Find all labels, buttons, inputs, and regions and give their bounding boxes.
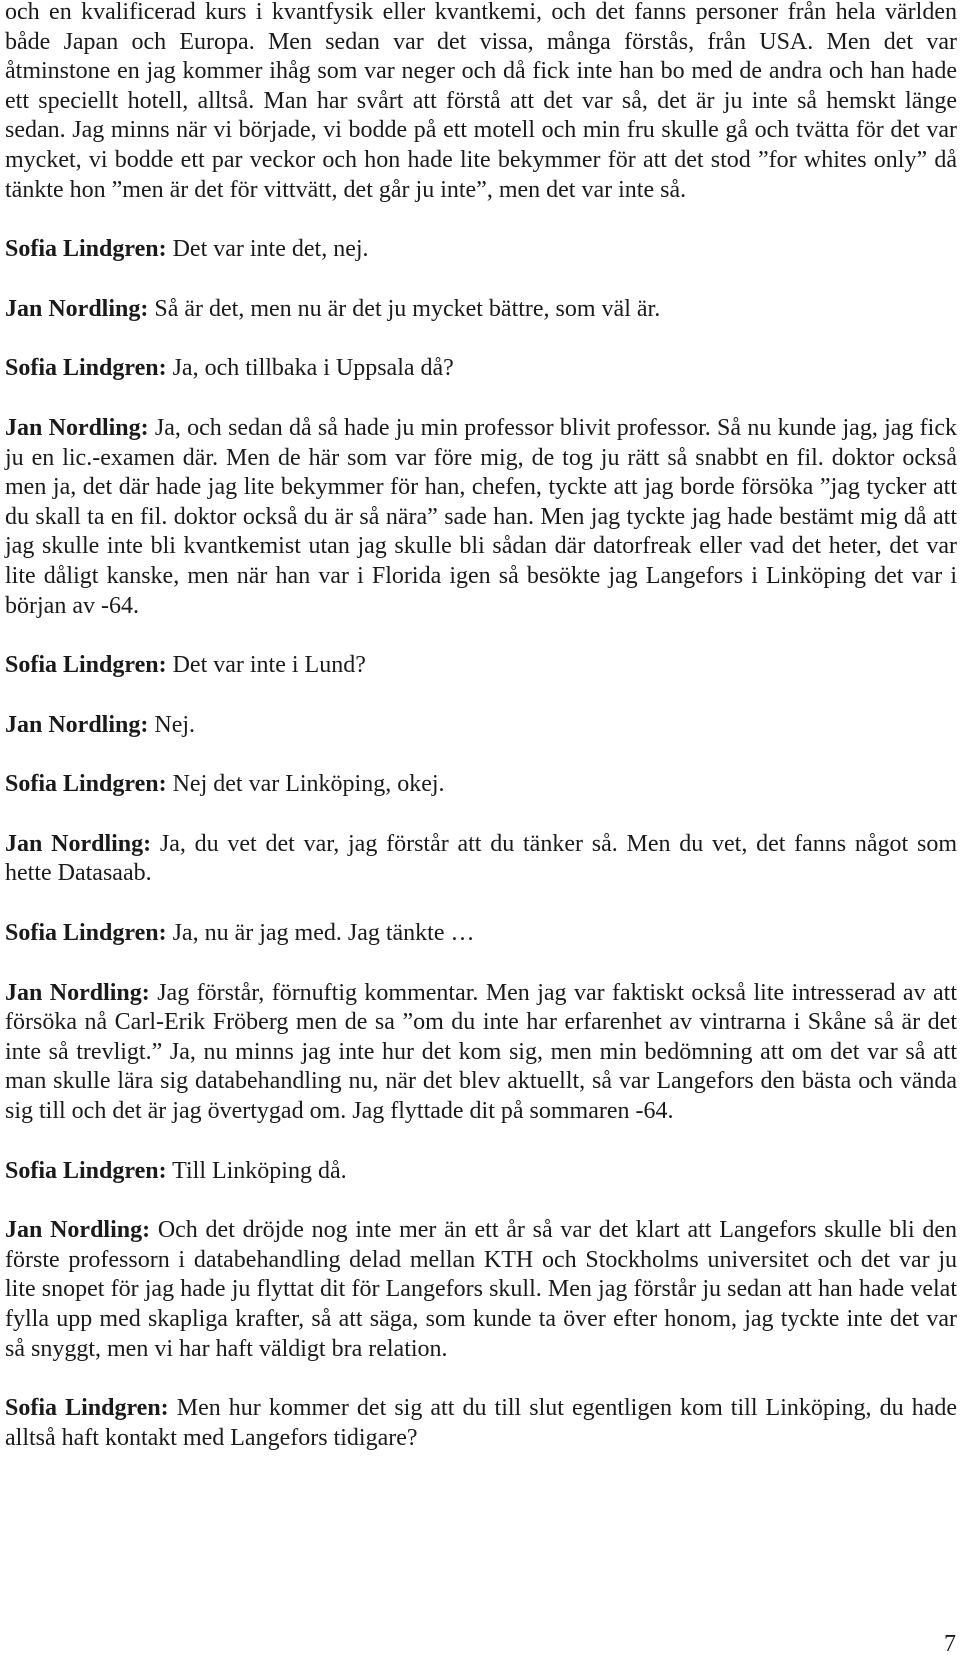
dialogue-turn [5,1216,957,1364]
dialogue-turn [5,830,957,889]
speaker-name: Jan Nordling: [5,1217,151,1244]
speaker-name: Sofia Lindgren: [5,652,167,679]
dialogue-turn [5,235,957,265]
turn-text: Det var inte det, nej. [166,236,369,263]
turn-text: Nej. [148,711,196,738]
speaker-name: Jan Nordling: [5,830,152,857]
dialogue-turn [5,354,957,384]
speaker-name: Jan Nordling: [5,295,149,322]
page-number: 7 [944,1631,956,1657]
speaker-name: Jan Nordling: [5,711,149,738]
turn-text: Ja, och sedan då så hade ju min professor blivit professor. Så nu kunde jag, jag fick ju en lic.-examen där. Men de här som var före mig, de tog ju rätt så snabbt en fil. doktor också men ja, det där hade jag lite bekymmer för han, chefen, tyckte att jag borde försöka ”jag tycker att du skall ta en fil. doktor också du är så nära” sade han. Men jag tyckte jag hade bestämt mig då att jag skulle inte bli kvantkemist utan jag skulle bli sådan där datorfreak eller vad det heter, det var lite dåligt kanske, men när han var i Florida igen så besökte jag Langefors i Linköping det var i början av -64. [5,414,957,619]
dialogue-turn [5,711,957,741]
dialogue-turn [5,1157,957,1187]
dialogue-turn [5,651,957,681]
speaker-name: Sofia Lindgren: [5,1395,169,1422]
turn-text: Ja, du vet det var, jag förstår att du tänker så. Men du vet, det fanns något som hette Datasaab. [5,830,957,887]
speaker-name: Sofia Lindgren: [5,236,167,263]
turn-text: Nej det var Linköping, okej. [166,771,445,798]
intro-paragraph: och en kvalificerad kurs i kvantfysik eller kvantkemi, och det fanns personer från hela världen både Japan och Europa. Men sedan var det vissa, många förstås, från USA. Men det var åtminstone en jag kommer ihåg som var neger och då fick inte han bo med de andra och han hade ett speciellt hotell, alltså. Man har svårt att förstå att det var så, det är ju inte så hemskt länge sedan. Jag minns när vi började, vi bodde på ett motell och min fru skulle gå och tvätta för det var mycket, vi bodde ett par veckor och hon hade lite bekymmer för att det stod ”for whites only” då tänkte hon ”men är det för vittvätt, det går ju inte”, men det var inte så. [5,0,957,203]
dialogue-turn [5,295,957,325]
turn-text: Till Linköping då. [166,1157,347,1184]
turn-text: Det var inte i Lund? [166,652,366,679]
speaker-name: Sofia Lindgren: [5,920,167,947]
turn-text: Men hur kommer det sig att du till slut egentligen kom till Linköping, du hade alltså haft kontakt med Langefors tidigare? [5,1395,958,1451]
dialogue-turn [5,1394,957,1453]
speaker-name: Sofia Lindgren: [5,1157,167,1184]
dialogue-turn [5,414,957,621]
turn-text: Så är det, men nu är det ju mycket bättre, som väl är. [148,295,661,322]
speaker-name: Sofia Lindgren: [5,771,167,798]
dialogue-turn [5,770,957,800]
speaker-name: Jan Nordling: [5,414,149,441]
speaker-name: Jan Nordling: [5,979,150,1006]
turn-text: Ja, och tillbaka i Uppsala då? [166,355,454,382]
document-page [5,0,957,1453]
turn-text: Jag förstår, förnuftig kommentar. Men jag var faktiskt också lite intresserad av att försöka nå Carl-Erik Fröberg men de sa ”om du inte har erfarenhet av vintrarna i Skåne så är det inte så trevligt.” Ja, nu minns jag inte hur det kom sig, men min bedömning att om det var så att man skulle lära sig databehandling nu, när det blev aktuellt, så var Langefors den bästa och vända sig till och det är jag övertygad om. Jag flyttade dit på sommaren -64. [5,979,957,1125]
dialogue-turn [5,919,957,949]
turn-text: Och det dröjde nog inte mer än ett år så var det klart att Langefors skulle bli den förste professorn i databehandling delad mellan KTH och Stockholms universitet och det var ju lite snopet för jag hade ju flyttat dit för Langefors skull. Men jag förstår ju sedan att han hade velat fylla upp med skapliga krafter, så att säga, som kunde ta över efter honom, jag tyckte inte det var så snyggt, men vi har haft väldigt bra relation. [5,1217,958,1362]
turn-text: Ja, nu är jag med. Jag tänkte … [166,920,475,947]
speaker-name: Sofia Lindgren: [5,355,167,382]
dialogue-turn [5,979,957,1127]
